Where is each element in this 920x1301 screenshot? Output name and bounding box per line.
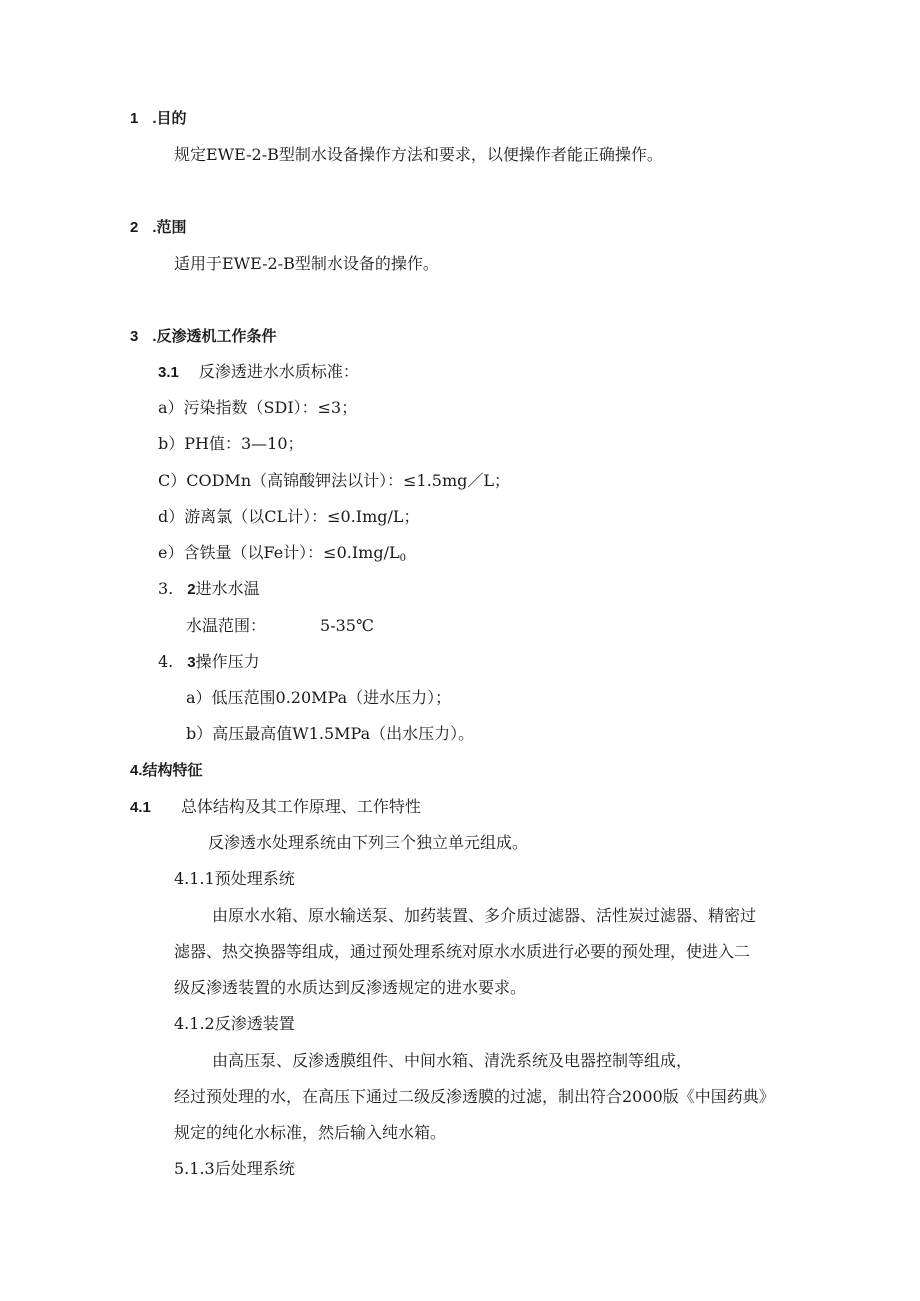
subsection-4-1-number: 4.1 [130,799,151,816]
subsection-3-3-heading [158,652,260,673]
section-4-intro: 反渗透水处理系统由下列三个独立单元组成。 [208,833,529,852]
water-temperature-label: 水温范围： [186,616,267,635]
section-1-title: .目的 [152,110,187,127]
subsection-4-1-title: 总体结构及其工作原理、工作特性 [180,797,421,816]
subsection-3-1-number: 3.1 [158,364,179,381]
subsection-3-3-number: 3 [187,654,196,671]
subsection-4-1-3-heading: 5.1.3后处理系统 [174,1159,295,1178]
subsection-3-3-prefix: 4. [158,652,174,671]
subsection-3-2-heading [158,579,260,600]
subsection-3-2-title: 进水水温 [195,579,260,598]
section-3-number: 3 [130,328,139,345]
water-quality-item: C）CODMn（高锦酸钾法以计）：≤1.5mg／L； [158,471,511,490]
water-temperature-value: 5-35℃ [320,616,374,635]
section-2-body: 适用于EWE-2-B型制水设备的操作。 [174,254,439,273]
paragraph-line: 由原水水箱、原水输送泵、加药装置、多介质过滤器、活性炭过滤器、精密过 [212,906,757,925]
section-3-heading [130,326,277,347]
section-4-heading: 4.结构特征 [130,762,203,779]
subsection-3-1-title: 反渗透进水水质标准： [198,362,359,381]
water-quality-item [158,543,406,563]
water-quality-item-text: e）含铁量（以Fe计）：≤0.Img/L [158,543,400,562]
subsection-4-1-heading [130,797,421,818]
subsection-3-1-heading [158,362,359,383]
water-quality-item: d）游离氯（以CL计）：≤0.Img/L； [158,507,420,526]
subsection-4-1-2-heading: 4.1.2反渗透装置 [174,1014,295,1033]
water-quality-item-subscript: 0 [399,553,406,564]
paragraph-line: 级反渗透装置的水质达到反渗透规定的进水要求。 [174,978,527,997]
paragraph-line: 滤器、热交换器等组成，通过预处理系统对原水水质进行必要的预处理，使进入二 [174,942,751,961]
subsection-3-2-prefix: 3. [158,579,174,598]
paragraph-line: 规定的纯化水标准，然后输入纯水箱。 [174,1123,447,1142]
subsection-3-2-number: 2 [187,581,196,598]
section-3-title: .反渗透机工作条件 [152,328,277,345]
water-quality-item: a）污染指数（SDI）：≤3； [158,398,358,417]
section-2-heading [130,217,187,238]
subsection-3-3-title: 操作压力 [195,652,260,671]
section-1-heading [130,108,187,129]
subsection-4-1-1-heading: 4.1.1预处理系统 [174,869,295,888]
pressure-item: b）高压最高值W1.5MPa（出水压力）。 [186,724,475,743]
water-quality-item: b）PH值：3—10； [158,434,304,453]
pressure-item: a）低压范围0.20MPa（进水压力）； [186,688,452,707]
section-2-number: 2 [130,219,139,236]
paragraph-line: 经过预处理的水，在高压下通过二级反渗透膜的过滤，制出符合2000版《中国药典》 [174,1087,775,1106]
paragraph-line: 由高压泵、反渗透膜组件、中间水箱、清洗系统及电器控制等组成， [212,1051,693,1070]
section-1-number: 1 [130,110,139,127]
section-1-body: 规定EWE-2-B型制水设备操作方法和要求，以便操作者能正确操作。 [174,145,663,164]
section-2-title: .范围 [152,219,187,236]
water-temperature-range [186,616,374,636]
